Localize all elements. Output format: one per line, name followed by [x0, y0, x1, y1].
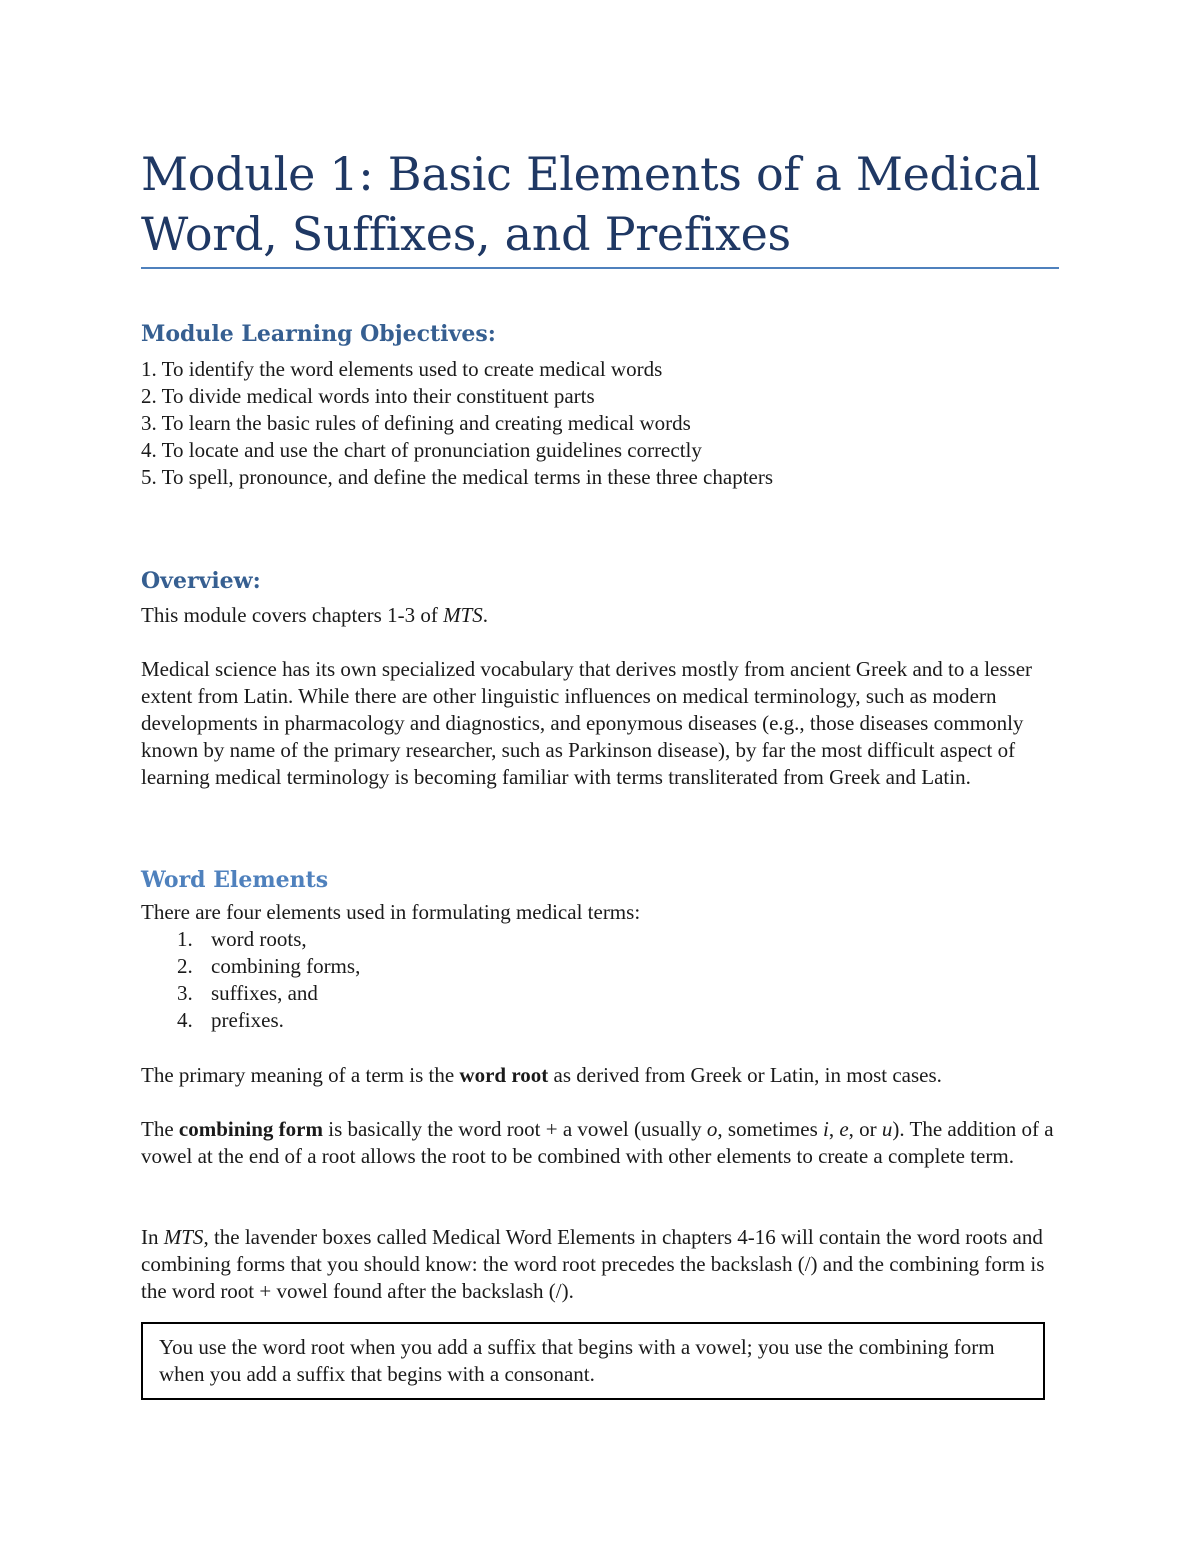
title-divider: [141, 267, 1059, 269]
callout-box: [141, 1322, 1045, 1400]
document-page: [141, 0, 1059, 1553]
overview-paragraph: Medical science has its own specialized vocabulary that derives mostly from ancient Greek and to a lesser extent from Latin. While there are other linguistic influences on medical terminology, such as modern developments in pharmacology and diagnostics, and eponymous diseases (e.g., those diseases commonly known by name of the primary researcher, such as Parkinson disease), by far the most difficult aspect of learning medical terminology is becoming familiar with terms transliterated from Greek and Latin.: [141, 657, 1033, 789]
word-root-term: word root: [459, 1063, 549, 1087]
list-item: 1. word roots,: [177, 927, 307, 951]
list-item: 4. prefixes.: [177, 1008, 284, 1032]
book-title: MTS: [163, 1225, 204, 1249]
mts-paragraph: In MTS, the lavender boxes called Medical Word Elements in chapters 4-16 will contain the word roots and combining forms that you should know: the word root precedes the backslash (/) and the combining form is the word root + vowel found after the backslash (/).: [141, 1225, 1045, 1303]
objective-item: 2. To divide medical words into their constituent parts: [141, 384, 595, 408]
list-item: 3. suffixes, and: [177, 981, 318, 1005]
callout-text: You use the word root when you add a suffix that begins with a vowel; you use the combining form when you add a suffix that begins with a consonant.: [159, 1335, 995, 1386]
word-elements-intro: There are four elements used in formulating medical terms:: [141, 900, 641, 924]
objective-item: 5. To spell, pronounce, and define the medical terms in these three chapters: [141, 465, 774, 489]
book-title: MTS: [443, 603, 483, 627]
combining-form-term: combining form: [178, 1117, 323, 1141]
overview-covers: This module covers chapters 1-3 of MTS.: [141, 603, 489, 627]
objective-item: 3. To learn the basic rules of defining and creating medical words: [141, 411, 691, 435]
title-line-1: Module 1: Basic Elements of a Medical: [141, 147, 1041, 201]
page-title: [141, 144, 1059, 264]
list-item: 2. combining forms,: [177, 954, 361, 978]
overview-heading: Overview:: [141, 568, 261, 594]
word-elements-heading: Word Elements: [141, 867, 329, 893]
title-line-2: Word, Suffixes, and Prefixes: [141, 207, 791, 261]
objective-item: 1. To identify the word elements used to create medical words: [141, 357, 663, 381]
objectives-list: [141, 356, 773, 491]
combining-form-paragraph: The combining form is basically the word root + a vowel (usually o, sometimes i, e, or u). The addition of a vowel at the end of a root allows the root to be combined with other elements to create a complete term.: [141, 1117, 1054, 1168]
objectives-heading: Module Learning Objectives:: [141, 321, 496, 347]
objective-item: 4. To locate and use the chart of pronunciation guidelines correctly: [141, 438, 702, 462]
word-root-paragraph: The primary meaning of a term is the word root as derived from Greek or Latin, in most cases.: [141, 1063, 942, 1087]
word-elements-list: [177, 926, 360, 1034]
